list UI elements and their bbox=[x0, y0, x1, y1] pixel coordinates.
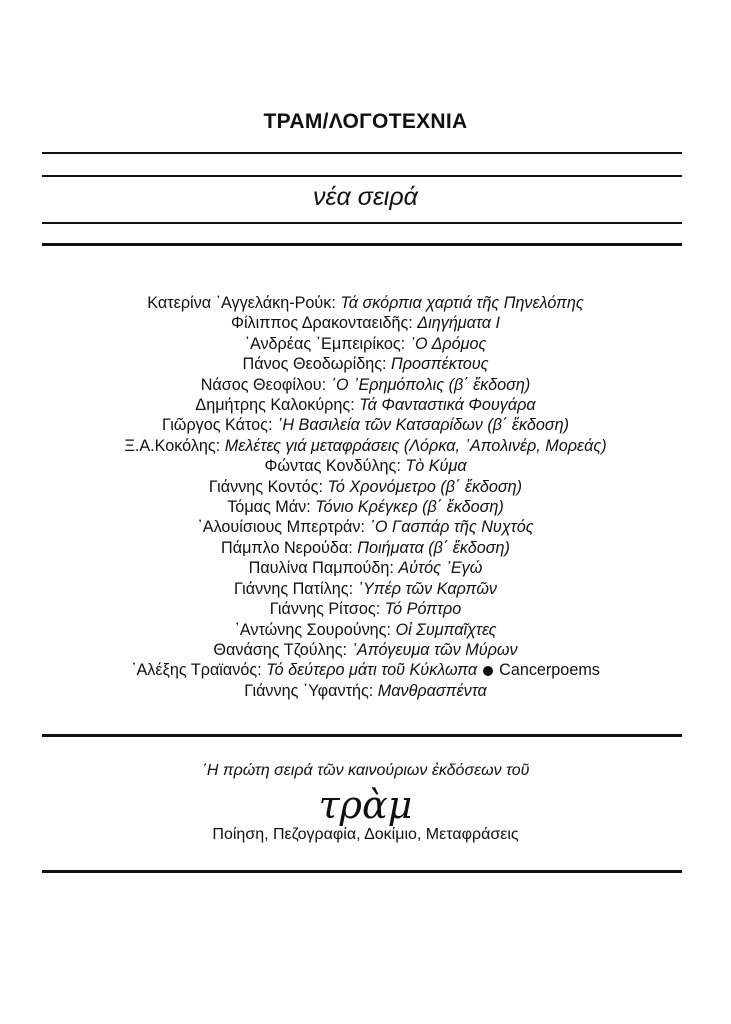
publisher-logo: τρὰμ bbox=[318, 783, 413, 827]
bullet-icon bbox=[483, 666, 493, 676]
book-author: Παυλίνα Παμπούδη bbox=[248, 559, 390, 578]
book-separator: : bbox=[331, 294, 341, 312]
book-separator: : bbox=[386, 620, 396, 639]
book-entry bbox=[0, 334, 731, 354]
book-separator: : bbox=[389, 559, 399, 578]
book-entry bbox=[0, 497, 731, 517]
book-title: Τὸ Κύμα bbox=[405, 457, 467, 476]
book-author: Γιῶργος Κάτος bbox=[161, 416, 268, 435]
book-entry bbox=[0, 436, 731, 456]
book-entry bbox=[0, 620, 731, 640]
book-author: Ξ.Α.Κοκόλης bbox=[124, 436, 216, 455]
series-subtitle: νέα σειρά bbox=[313, 183, 418, 211]
book-separator: : bbox=[382, 355, 392, 374]
divider-rule bbox=[42, 734, 682, 737]
book-title: Αὐτός ᾿Εγώ bbox=[398, 559, 483, 578]
book-author: Φίλιππος Δρακονταειδῆς bbox=[231, 314, 409, 333]
book-title: ῾Υπέρ τῶν Καρπῶν bbox=[357, 579, 498, 598]
series-title: ΤΡΑΜ/ΛΟΓΟΤΕΧΝΙΑ bbox=[263, 110, 468, 133]
divider-rule bbox=[42, 222, 682, 224]
publisher-categories: Ποίηση, Πεζογραφία, Δοκίμιο, Μεταφράσεις bbox=[212, 826, 519, 843]
book-title: Οἱ Συμπαῖχτες bbox=[395, 620, 497, 639]
book-entry bbox=[0, 415, 731, 435]
book-title: Τό Χρονόμετρο (β΄ ἔκδοση) bbox=[327, 477, 523, 496]
book-author: ᾿Αντώνης Σουρούνης bbox=[234, 620, 387, 639]
book-entry bbox=[0, 313, 731, 333]
book-separator: : bbox=[396, 457, 406, 476]
book-title: Μανθρασπέντα bbox=[377, 681, 487, 700]
book-title: Τό δεύτερο μάτι τοῦ Κύκλωπα bbox=[266, 661, 478, 680]
book-separator: : bbox=[350, 396, 360, 415]
book-title: ᾿Απόγευμα τῶν Μύρων bbox=[351, 640, 518, 659]
book-separator: : bbox=[257, 661, 267, 680]
book-entry bbox=[0, 640, 731, 660]
book-separator: : bbox=[375, 600, 385, 619]
divider-rule bbox=[42, 870, 682, 873]
book-separator: : bbox=[408, 314, 418, 333]
book-entry bbox=[0, 517, 731, 537]
book-entry bbox=[0, 375, 731, 395]
book-list bbox=[0, 293, 731, 701]
book-separator: : bbox=[306, 498, 316, 517]
book-author: Γιάννης Ρίτσος bbox=[269, 600, 376, 619]
book-author: Θανάσης Τζούλης bbox=[213, 640, 343, 659]
book-separator: : bbox=[318, 477, 328, 496]
book-author: Κατερίνα ᾿Αγγελάκη-Ρούκ bbox=[147, 294, 332, 312]
book-title: ῾Ο ᾿Ερημόπολις (β΄ ἔκδοση) bbox=[330, 375, 531, 394]
divider-rule bbox=[42, 175, 682, 177]
book-separator: : bbox=[360, 518, 370, 537]
book-title: Τά σκόρπια χαρτιά τῆς Πηνελόπης bbox=[340, 294, 584, 312]
book-title: Τόνιο Κρέγκερ (β΄ ἔκδοση) bbox=[315, 498, 504, 517]
divider-rule bbox=[42, 243, 682, 246]
book-author: Γιάννης ῾Υφαντής bbox=[244, 681, 369, 700]
book-title: ῾Ο Γασπάρ τῆς Νυχτός bbox=[369, 518, 534, 537]
book-title: Τό Ρόπτρο bbox=[384, 600, 462, 619]
book-separator: : bbox=[267, 416, 277, 435]
book-separator: : bbox=[348, 538, 358, 557]
book-author: ᾿Ανδρέας ᾿Εμπειρίκος bbox=[244, 334, 401, 353]
book-author: Δημήτρης Καλοκύρης bbox=[195, 396, 351, 415]
book-entry bbox=[0, 477, 731, 497]
book-entry bbox=[0, 538, 731, 558]
book-entry bbox=[0, 681, 731, 701]
book-entry bbox=[0, 456, 731, 476]
book-title: Διηγήματα Ι bbox=[417, 314, 500, 333]
book-title: ῾Η Βασιλεία τῶν Κατσαρίδων (β΄ ἔκδοση) bbox=[276, 416, 569, 435]
book-separator: : bbox=[348, 579, 358, 598]
book-title: ᾿Ο Δρόμος bbox=[409, 334, 487, 353]
footer-note: ῾Η πρώτη σειρά τῶν καινούριων ἐκδόσεων τοῦ bbox=[201, 762, 530, 779]
book-author: Γιάννης Πατίλης bbox=[233, 579, 349, 598]
book-separator: : bbox=[321, 375, 331, 394]
book-separator: : bbox=[342, 640, 352, 659]
book-entry bbox=[0, 599, 731, 619]
book-entry bbox=[0, 354, 731, 374]
book-separator: : bbox=[368, 681, 378, 700]
book-author: Πάμπλο Νερούδα bbox=[221, 538, 349, 557]
book-entry bbox=[0, 558, 731, 578]
book-title: Προσπέκτους bbox=[391, 355, 489, 374]
book-title: Μελέτες γιά μεταφράσεις (Λόρκα, ᾿Απολινέρ, Μορεάς) bbox=[224, 436, 607, 455]
book-author: Νάσος Θεοφίλου bbox=[200, 375, 322, 394]
book-title: Τά Φανταστικά Φουγάρα bbox=[359, 396, 536, 415]
book-author: Πάνος Θεοδωρίδης bbox=[242, 355, 383, 374]
book-author: Γιάννης Κοντός bbox=[208, 477, 319, 496]
book-entry bbox=[0, 395, 731, 415]
book-entry bbox=[0, 660, 731, 680]
book-entry bbox=[0, 293, 731, 313]
divider-rule bbox=[42, 152, 682, 154]
book-entry bbox=[0, 579, 731, 599]
book-title: Ποιήματα (β΄ ἔκδοση) bbox=[357, 538, 510, 557]
book-author: Τόμας Μάν bbox=[227, 498, 307, 517]
book-author: ᾿Αλουίσιους Μπερτράν bbox=[197, 518, 361, 537]
book-separator: : bbox=[400, 334, 410, 353]
book-separator: : bbox=[215, 436, 225, 455]
book-extra-title: Cancerpoems bbox=[499, 661, 600, 680]
book-author: ᾿Αλέξης Τραϊανός bbox=[131, 661, 258, 680]
book-author: Φώντας Κονδύλης bbox=[264, 457, 397, 476]
